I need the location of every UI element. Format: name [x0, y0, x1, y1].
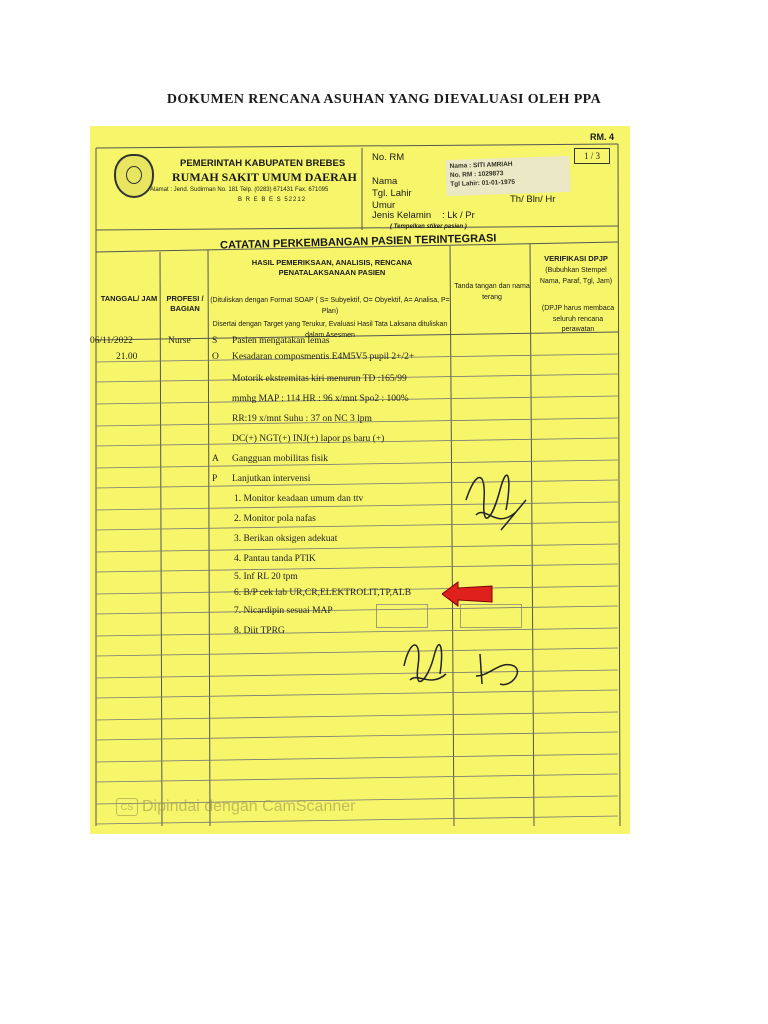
col-profesi: PROFESI / BAGIAN: [166, 294, 204, 313]
col-tanggal: TANGGAL/ JAM: [100, 294, 158, 303]
p-label: P: [212, 474, 218, 484]
o-line-3: mmhg MAP : 114 HR : 96 x/mnt Spo2 : 100%: [232, 394, 409, 404]
sticker-nama: Nama : SITI AMRIAH: [449, 160, 513, 171]
p-text: Lanjutkan intervensi: [232, 474, 311, 484]
hospital-address: Alamat : Jend. Sudirman No. 181 Telp. (0283) 671431 Fax. 671095: [150, 187, 329, 193]
label-jenis-kelamin: Jenis Kelamin: [372, 210, 432, 221]
sticker-note: ( Tempelkan stiker pasien ): [390, 224, 467, 230]
col-hasil-note2: Disertai dengan Target yang Terukur, Evaluasi Hasil Tata Laksana dituliskan dalam Asesmen: [212, 321, 448, 339]
sticker-tgl-lahir: Tgl Lahir: 01-01-1975: [450, 178, 516, 189]
plan-item-8: 8. Diit TPRG: [234, 626, 285, 636]
plan-item-7: 7. Nicardipin sesuai MAP: [234, 606, 333, 616]
plan-item-6: 6. B/P cek lab UR,CR,ELEKTROLIT,TP,ALB: [234, 588, 412, 598]
o-line-5: DC(+) NGT(+) INJ(+) lapor ps baru (+): [232, 434, 385, 444]
signature-nurse-icon: [456, 460, 536, 540]
label-umur: Umur: [372, 200, 396, 211]
plan-item-2: 2. Monitor pola nafas: [234, 514, 316, 524]
col-verifikasi-title: VERIFIKASI DPJP: [544, 254, 608, 263]
signature-nurse-2-icon: [396, 630, 456, 690]
jenis-kelamin-value: : Lk / Pr: [442, 210, 475, 221]
hospital-name: RUMAH SAKIT UMUM DAERAH: [172, 170, 357, 184]
umur-unit: Th/ Bln/ Hr: [510, 194, 556, 205]
section-title: CATATAN PERKEMBANGAN PASIEN TERINTEGRASI: [219, 232, 497, 252]
signature-verifier-icon: [470, 646, 530, 696]
s-text: Pasien mengatakan lemas: [232, 336, 330, 346]
col-ttd: Tanda tangan dan nama terang: [454, 283, 530, 301]
document-title: DOKUMEN RENCANA ASUHAN YANG DIEVALUASI OLEH PPA: [166, 92, 602, 107]
label-tgl-lahir: Tgl. Lahir: [372, 188, 412, 199]
label-no-rm: No. RM: [372, 152, 405, 163]
hospital-logo: [114, 154, 154, 198]
sticker-no-rm: No. RM : 1029873: [449, 170, 504, 180]
scanner-watermark: [116, 798, 355, 816]
camscanner-icon: CS: [116, 798, 138, 816]
col-hasil-note1: (Dituliskan dengan Format SOAP ( S= Subyektif, O= Obyektif, A= Analisa, P= Plan): [210, 297, 450, 315]
form-grid: [90, 126, 630, 834]
hospital-city: B R E B E S 52212: [238, 197, 307, 203]
plan-item-5: 5. Inf RL 20 tpm: [234, 572, 298, 582]
a-label: A: [212, 454, 219, 464]
plan-item-3: 3. Berikan oksigen adekuat: [234, 534, 338, 544]
logo-emblem-icon: [126, 166, 142, 184]
hospital-government: PEMERINTAH KABUPATEN BREBES: [180, 158, 346, 169]
o-line-1: Kesadaran composmentis E4M5V5 pupil 2+/2+: [232, 352, 415, 362]
plan-item-1: 1. Monitor keadaan umum dan ttv: [234, 494, 364, 504]
o-line-2: Motorik ekstremitas kiri menurun TD :165/99: [232, 374, 407, 384]
s-label: S: [212, 336, 218, 346]
plan-item-4: 4. Pantau tanda PTIK: [234, 554, 316, 564]
col-verifikasi-note2: (DPJP harus membaca seluruh rencana perawatan: [541, 305, 615, 333]
form-code: RM. 4: [590, 132, 615, 142]
col-hasil-title: HASIL PEMERIKSAAN, ANALISIS, RENCANA PENATALAKSANAAN PASIEN: [251, 258, 413, 277]
scanned-form: [90, 126, 630, 834]
entry-profession: Nurse: [168, 336, 191, 346]
patient-sticker: [445, 156, 570, 196]
watermark-text: Dipindai dengan CamScanner: [142, 798, 356, 816]
entry-time: 21.00: [116, 352, 138, 362]
o-line-4: RR:19 x/mnt Suhu : 37 on NC 3 lpm: [232, 414, 372, 424]
col-verifikasi-note: (Bubuhkan Stempel Nama, Paraf, Tgl, Jam): [539, 267, 613, 285]
o-label: O: [212, 352, 219, 362]
stamp-left: [376, 604, 428, 628]
entry-date: 06/11/2022: [90, 336, 133, 346]
label-nama: Nama: [372, 176, 398, 187]
page-number: 1 / 3: [574, 148, 610, 164]
a-text: Gangguan mobilitas fisik: [232, 454, 329, 464]
stamp-right: [460, 604, 522, 628]
